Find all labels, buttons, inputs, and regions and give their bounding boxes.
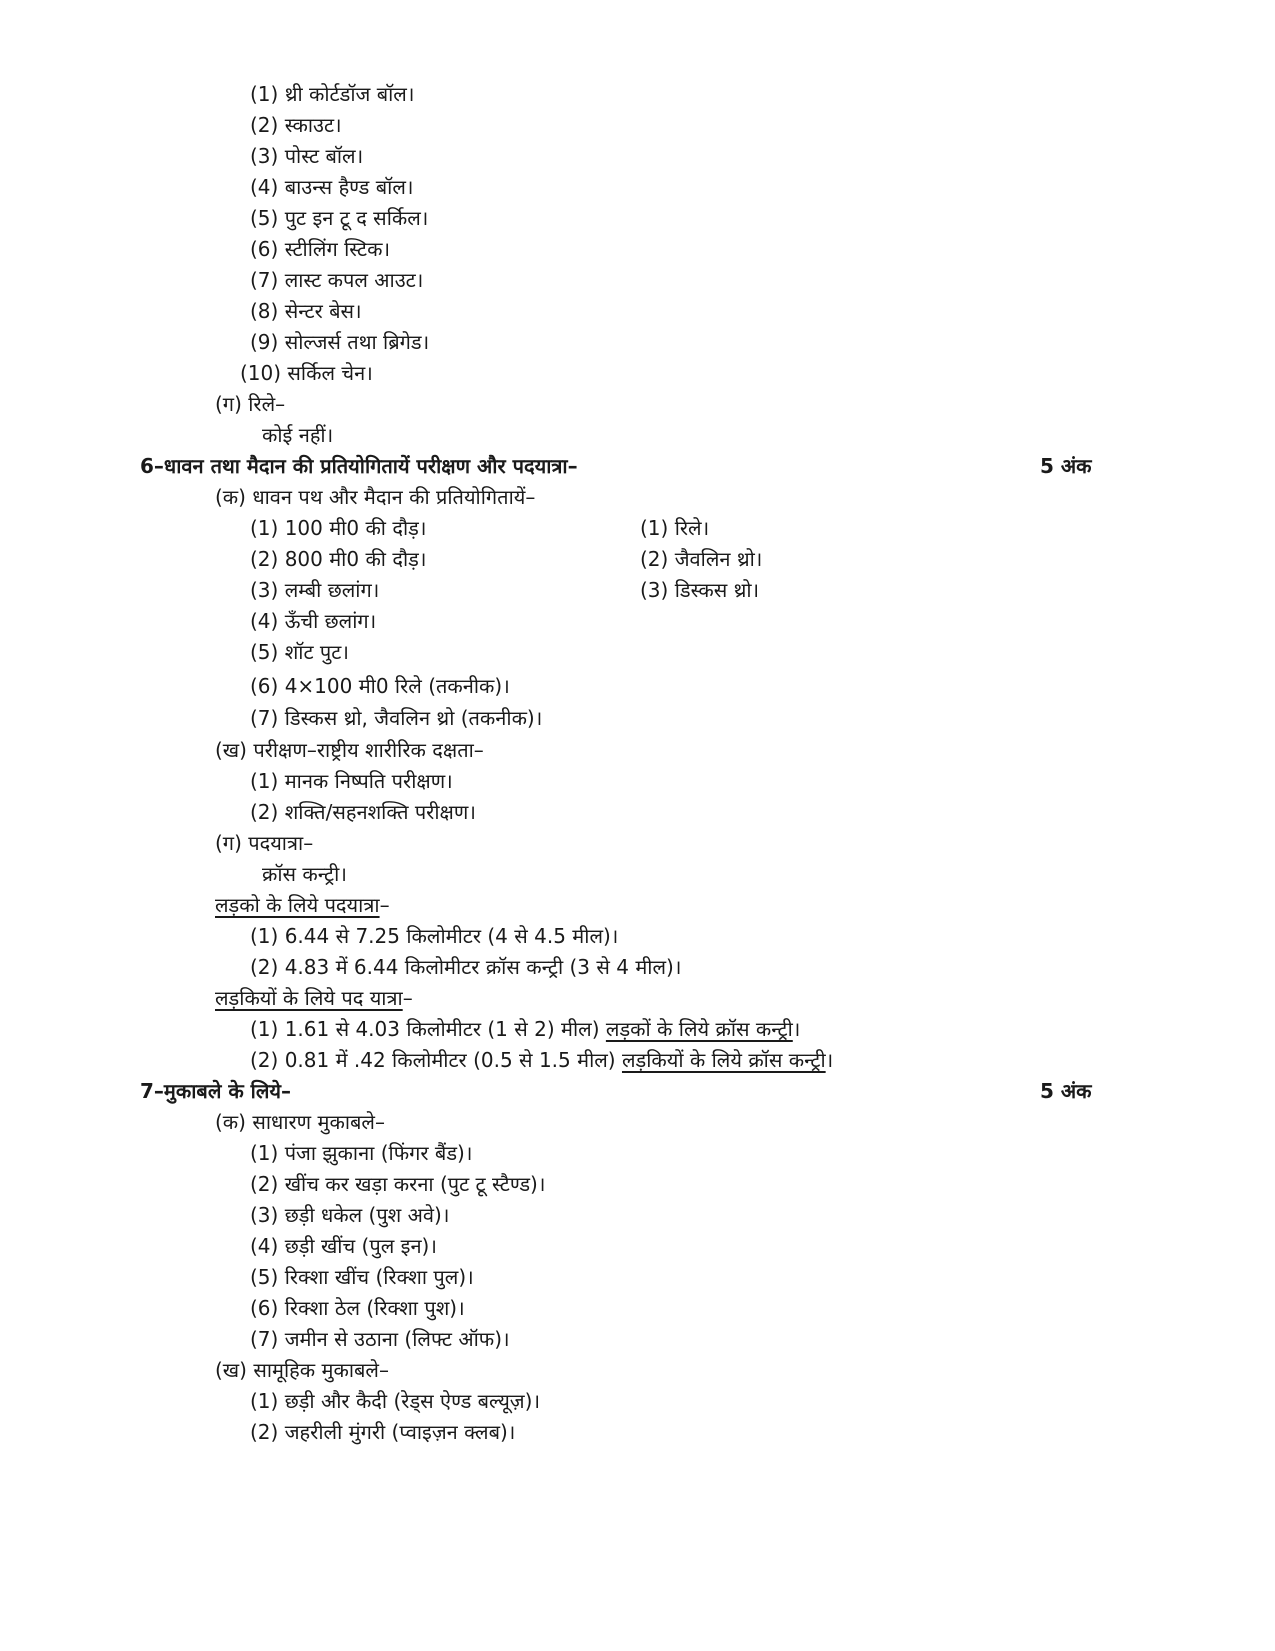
- list-item: (2) 4.83 में 6.44 किलोमीटर क्रॉस कन्ट्री (3 से 4 मील)।: [250, 955, 682, 979]
- item-underlined: लड़कों के लिये क्रॉस कन्ट्री: [605, 1017, 793, 1041]
- list-item: [250, 1015, 800, 1043]
- marks-label: 5 अंक: [1040, 454, 1092, 478]
- list-item: (2) खींच कर खड़ा करना (पुट टू स्टैण्ड)।: [250, 1172, 546, 1196]
- subheading: (ग) पदयात्रा–: [215, 831, 314, 855]
- list-item: (3) छड़ी धकेल (पुश अवे)।: [250, 1203, 450, 1227]
- list-item: (2) 800 मी0 की दौड़।: [250, 547, 427, 571]
- list-item: (2) जहरीली मुंगरी (प्वाइज़न क्लब)।: [250, 1420, 516, 1444]
- list-item: (3) लम्बी छलांग।: [250, 578, 380, 602]
- list-item: (7) जमीन से उठाना (लिफ्ट ऑफ)।: [250, 1327, 510, 1351]
- subheading: (ख) परीक्षण–राष्ट्रीय शारीरिक दक्षता–: [215, 738, 484, 762]
- list-item: (1) छड़ी और कैदी (रेड्स ऐण्ड बल्यूज़)।: [250, 1389, 541, 1413]
- list-item: (1) 6.44 से 7.25 किलोमीटर (4 से 4.5 मील)।: [250, 924, 619, 948]
- item-end: ।: [825, 1048, 834, 1072]
- list-item: (1) पंजा झुकाना (फिंगर बैंड)।: [250, 1141, 473, 1165]
- section-heading: 7–मुकाबले के लिये–: [140, 1079, 292, 1103]
- subheading: [215, 984, 413, 1012]
- boys-heading: लड़को के लिये पदयात्रा: [215, 893, 380, 917]
- subheading: (क) धावन पथ और मैदान की प्रतियोगितायें–: [215, 485, 536, 509]
- list-item: (7) डिस्कस थ्रो, जैवलिन थ्रो (तकनीक)।: [250, 706, 543, 730]
- dash: –: [402, 986, 413, 1010]
- item-end: ।: [792, 1017, 801, 1041]
- marks-label: 5 अंक: [1040, 1079, 1092, 1103]
- list-item: (2) शक्ति/सहनशक्ति परीक्षण।: [250, 800, 476, 824]
- list-item: (5) पुट इन टू द सर्किल।: [250, 206, 429, 230]
- list-item: (7) लास्ट कपल आउट।: [250, 268, 424, 292]
- list-item: (9) सोल्जर्स तथा ब्रिगेड।: [250, 330, 430, 354]
- list-item: (2) जैवलिन थ्रो।: [640, 547, 763, 571]
- list-item: (3) पोस्ट बॉल।: [250, 144, 364, 168]
- list-item: (4) छड़ी खींच (पुल इन)।: [250, 1234, 437, 1258]
- list-item: (1) थ्री कोर्टडॉज बॉल।: [250, 82, 415, 106]
- list-item: (6) 4×100 मी0 रिले (तकनीक)।: [250, 674, 510, 698]
- list-item: (5) शॉट पुट।: [250, 640, 349, 664]
- list-item: (10) सर्किल चेन।: [240, 361, 373, 385]
- list-item: कोई नहीं।: [262, 423, 334, 447]
- item-text: (2) 0.81 में .42 किलोमीटर (0.5 से 1.5 मील): [250, 1048, 622, 1072]
- list-item: (6) रिक्शा ठेल (रिक्शा पुश)।: [250, 1296, 465, 1320]
- list-item: (1) मानक निष्पति परीक्षण।: [250, 769, 453, 793]
- subheading: [215, 891, 390, 919]
- list-item: (8) सेन्टर बेस।: [250, 299, 362, 323]
- list-item: [250, 1046, 833, 1074]
- list-item: (2) स्काउट।: [250, 113, 342, 137]
- dash: –: [379, 893, 390, 917]
- list-item: (4) ऊँची छलांग।: [250, 609, 377, 633]
- girls-heading: लड़कियों के लिये पद यात्रा: [215, 986, 403, 1010]
- subheading: (क) साधारण मुकाबले–: [215, 1110, 385, 1134]
- subheading: (ग) रिले–: [215, 392, 286, 416]
- list-item: (6) स्टीलिंग स्टिक।: [250, 237, 391, 261]
- list-item: क्रॉस कन्ट्री।: [262, 862, 347, 886]
- subheading: (ख) सामूहिक मुकाबले–: [215, 1358, 389, 1382]
- list-item: (4) बाउन्स हैण्ड बॉल।: [250, 175, 414, 199]
- list-item: (3) डिस्कस थ्रो।: [640, 578, 760, 602]
- section-heading: 6–धावन तथा मैदान की प्रतियोगितायें परीक्षण और पदयात्रा–: [140, 454, 578, 478]
- list-item: (1) 100 मी0 की दौड़।: [250, 516, 427, 540]
- item-text: (1) 1.61 से 4.03 किलोमीटर (1 से 2) मील): [250, 1017, 606, 1041]
- list-item: (5) रिक्शा खींच (रिक्शा पुल)।: [250, 1265, 474, 1289]
- item-underlined: लड़कियों के लिये क्रॉस कन्ट्री: [621, 1048, 826, 1072]
- list-item: (1) रिले।: [640, 516, 710, 540]
